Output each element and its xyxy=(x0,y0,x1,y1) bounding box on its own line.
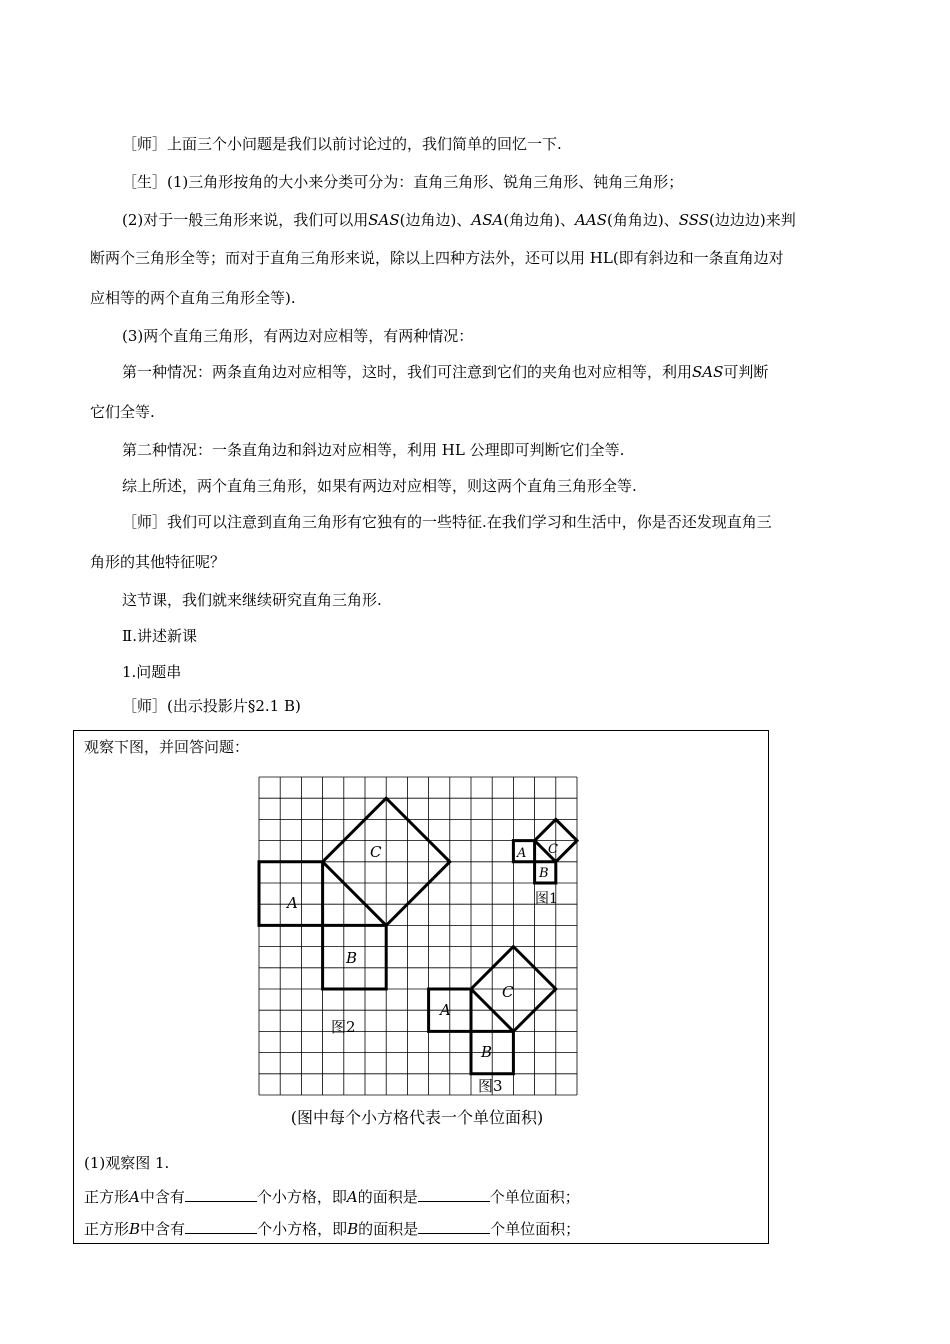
fig2-label-a: A xyxy=(287,894,298,912)
paragraph-teacher-features: ［师］我们可以注意到直角三角形有它独有的一些特征.在我们学习和生活中，你是否还发现直角三 xyxy=(122,513,772,531)
fig2-label-c: C xyxy=(370,843,382,861)
paragraph-case-one-cont: 它们全等. xyxy=(90,403,155,421)
abbr-sss: SSS xyxy=(678,211,710,229)
paragraph-summary: 综上所述，两个直角三角形，如果有两边对应相等，则这两个直角三角形全等. xyxy=(122,477,637,495)
question-line-square-a xyxy=(84,1187,580,1207)
text-segment: (2)对于一般三角形来说，我们可以用 xyxy=(122,211,369,229)
paragraph-two-cases: (3)两个直角三角形，有两边对应相等，有两种情况： xyxy=(122,327,474,345)
text-segment: (角边角)、 xyxy=(503,211,576,229)
text-segment: 正方形 xyxy=(84,1188,130,1206)
paragraph-teacher-features-cont: 角形的其他特征呢？ xyxy=(90,553,226,571)
exercise-heading: 观察下图，并回答问题： xyxy=(84,738,250,756)
paragraph-show-slide: ［师］(出示投影片§2.1 B) xyxy=(122,697,301,715)
text-segment: 的面积是 xyxy=(357,1188,418,1206)
paragraph-teacher-recall: ［师］上面三个小问题是我们以前讨论过的，我们简单的回忆一下. xyxy=(122,135,562,153)
paragraph-congruence-methods xyxy=(122,210,892,230)
abbr-sas: SAS xyxy=(368,211,400,229)
square-grid xyxy=(259,777,577,1095)
variable-a: A xyxy=(129,1188,140,1206)
subsection-heading-questions: 1.问题串 xyxy=(122,663,182,681)
grid-figure xyxy=(74,731,770,1141)
squares-group xyxy=(259,798,577,1074)
paragraph-case-one xyxy=(122,362,892,382)
answer-blank-b-count[interactable] xyxy=(185,1219,257,1234)
text-segment: 第一种情况：两条直角边对应相等，这时，我们可注意到它们的夹角也对应相等，利用 xyxy=(122,363,693,381)
text-segment: (边边边)来判 xyxy=(709,211,796,229)
paragraph-case-two: 第二种情况：一条直角边和斜边对应相等，利用 HL 公理即可判断它们全等. xyxy=(122,441,625,459)
variable-a: A xyxy=(346,1188,358,1206)
figure-caption: (图中每个小方格代表一个单位面积) xyxy=(290,1108,544,1127)
text-segment: 个单位面积； xyxy=(490,1220,581,1238)
text-segment: 个小方格，即 xyxy=(256,1188,347,1206)
question-1-heading: (1)观察图 1. xyxy=(84,1154,170,1172)
fig3-label-a: A xyxy=(440,1001,451,1019)
variable-b: B xyxy=(129,1220,141,1238)
fig2-label-b: B xyxy=(346,949,358,967)
answer-blank-a-count[interactable] xyxy=(185,1187,257,1202)
text-segment: 个小方格，即 xyxy=(257,1220,348,1238)
fig3-label-c: C xyxy=(502,983,514,1001)
abbr-aas: AAS xyxy=(575,211,607,229)
text-segment: 个单位面积； xyxy=(489,1188,580,1206)
abbr-sas: SAS xyxy=(692,363,724,381)
section-heading-new-lesson: Ⅱ.讲述新课 xyxy=(122,627,197,645)
fig1-caption: 图1 xyxy=(535,891,558,907)
paragraph-hl-method-cont: 应相等的两个直角三角形全等). xyxy=(90,289,296,307)
question-line-square-b xyxy=(84,1219,580,1239)
abbr-asa: ASA xyxy=(471,211,504,229)
fig1-label-c: C xyxy=(548,842,558,857)
answer-blank-b-area[interactable] xyxy=(418,1219,490,1234)
text-segment: 中含有 xyxy=(139,1188,185,1206)
answer-blank-a-area[interactable] xyxy=(418,1187,490,1202)
text-segment: (边角边)、 xyxy=(399,211,472,229)
fig3-caption: 图3 xyxy=(478,1077,503,1095)
paragraph-this-lesson: 这节课，我们就来继续研究直角三角形. xyxy=(122,591,382,609)
fig2-caption: 图2 xyxy=(331,1018,356,1036)
text-segment: 中含有 xyxy=(140,1220,186,1238)
text-segment: 的面积是 xyxy=(358,1220,419,1238)
exercise-box xyxy=(73,730,769,1244)
fig3-label-b: B xyxy=(481,1043,493,1061)
text-segment: 可判断 xyxy=(723,363,769,381)
fig1-label-b: B xyxy=(539,866,549,881)
paragraph-student-classify: ［生］(1)三角形按角的大小来分类可分为：直角三角形、锐角三角形、钝角三角形； xyxy=(122,173,684,191)
variable-b: B xyxy=(347,1220,359,1238)
paragraph-hl-method: 断两个三角形全等；而对于直角三角形来说，除以上四种方法外，还可以用 HL(即有斜边和一条直角边对 xyxy=(90,249,784,267)
text-segment: 正方形 xyxy=(84,1220,130,1238)
text-segment: (角角边)、 xyxy=(606,211,679,229)
fig1-label-a: A xyxy=(517,846,527,861)
